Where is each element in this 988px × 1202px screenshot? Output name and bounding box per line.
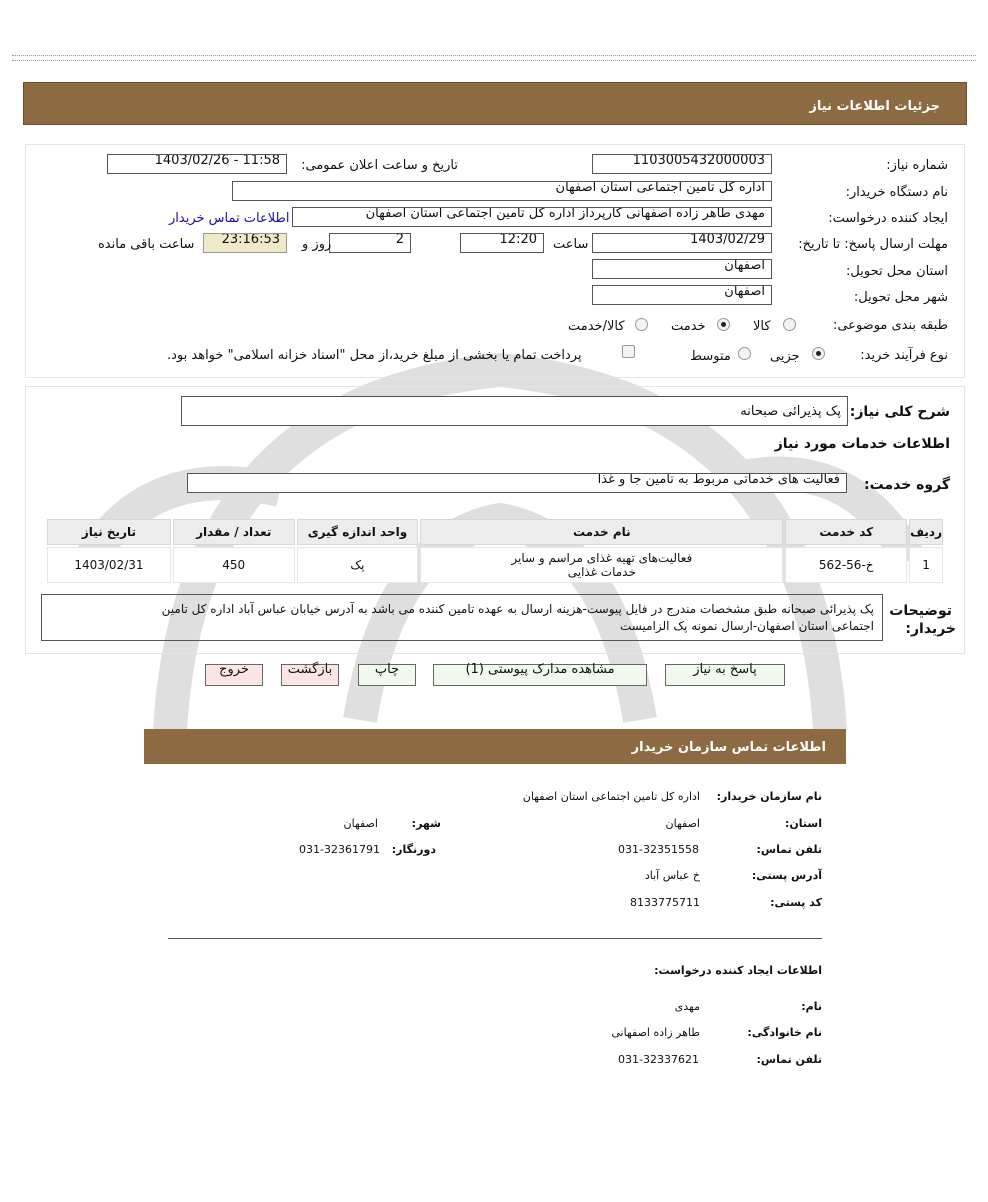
attachments-button[interactable]: مشاهده مدارک پیوستی (1) [433,664,647,686]
col-name-header: نام خدمت [420,519,783,545]
need-number-label: شماره نیاز: [886,158,948,173]
service-unit: پک [297,547,419,583]
col-date-header: تاریخ نیاز [47,519,171,545]
back-button[interactable]: بازگشت [281,664,339,686]
remaining-label: ساعت باقی مانده [98,237,195,252]
remaining-timer: 23:16:53 [203,233,287,253]
contact-province-label: استان: [785,817,822,830]
process-radio-medium[interactable] [738,347,751,360]
category-radio-goods-service[interactable] [635,318,648,331]
category-option-service: خدمت [671,319,706,334]
need-info-panel [25,144,965,378]
days-label: روز و [302,237,332,252]
process-option-medium: متوسط [690,349,731,364]
creator-name-value: مهدی [674,1000,700,1013]
contact-title: اطلاعات تماس سازمان خریدار [631,740,826,755]
category-option-goods: کالا [753,319,771,334]
page-title: جزئیات اطلاعات نیاز [809,99,940,114]
buyer-notes-box [41,594,883,641]
fax-value: 031-32361791 [299,843,380,856]
desc-label: شرح کلی نیاز: [849,404,950,420]
top-separator [12,55,976,61]
row-number: 1 [909,547,943,583]
group-label: گروه خدمت: [864,477,950,493]
col-code-header: کد خدمت [785,519,907,545]
notes-label-line1: توضیحات [889,603,952,619]
service-qty: 450 [173,547,295,583]
deadline-date-field: 1403/02/29 [592,233,772,253]
need-number-field: 1103005432000003 [592,154,772,174]
org-label: نام سازمان خریدار: [716,790,822,803]
deadline-time-field: 12:20 [460,233,544,253]
print-button[interactable]: چاپ [358,664,416,686]
contact-divider [168,938,822,939]
requester-field: مهدی طاهر زاده اصفهانی کارپرداز اداره کل تامین اجتماعی استان اصفهان [292,207,772,227]
contact-city-label: شهر: [411,817,441,830]
postal-label: کد پستی: [770,896,822,909]
creator-name-label: نام: [801,1000,822,1013]
process-label: نوع فرآیند خرید: [860,348,948,363]
buyer-org-label: نام دستگاه خریدار: [845,185,948,200]
city-label: شهر محل تحویل: [853,290,948,305]
table-row [47,547,943,583]
creator-family-value: طاهر زاده اصفهانی [611,1026,700,1039]
phone-value: 031-32351558 [618,843,699,856]
service-date: 1403/02/31 [47,547,171,583]
category-label: طبقه بندی موضوعی: [832,318,948,333]
creator-phone-label: تلفن تماس: [756,1053,822,1066]
announce-field: 1403/02/26 - 11:58 [107,154,287,174]
notes-label-line2: خریدار: [905,621,956,637]
org-value: اداره کل تامین اجتماعی استان اصفهان [522,790,700,803]
creator-phone-value: 031-32337621 [618,1053,699,1066]
category-option-goods-service: کالا/خدمت [568,319,625,334]
requester-label: ایجاد کننده درخواست: [828,211,948,226]
buyer-contact-link[interactable]: اطلاعات تماس خریدار [169,211,290,226]
col-unit-header: واحد اندازه گیری [297,519,419,545]
services-heading: اطلاعات خدمات مورد نیاز [774,436,950,452]
address-label: آدرس پستی: [751,869,822,882]
notes-text-line2: اجتماعی استان اصفهان-ارسال نمونه پک الزامیست [620,619,874,633]
contact-header [144,729,846,764]
province-label: استان محل تحویل: [846,264,948,279]
address-value: خ عباس آباد [644,869,700,882]
province-field: اصفهان [592,259,772,279]
table-header-row [47,519,943,545]
services-table [45,517,945,585]
postal-value: 8133775711 [630,896,700,909]
col-qty-header: تعداد / مقدار [173,519,295,545]
phone-label: تلفن تماس: [756,843,822,856]
creator-title: اطلاعات ایجاد کننده درخواست: [654,964,822,977]
details-header [23,82,967,125]
service-name-line1: فعالیت‌های تهیه غذای مراسم و سایر [511,551,693,565]
payment-note: پرداخت تمام یا بخشی از مبلغ خرید،از محل "اسناد خزانه اسلامی" خواهد بود. [167,348,582,363]
deadline-label: مهلت ارسال پاسخ: تا تاریخ: [798,237,948,252]
buyer-org-field: اداره کل تامین اجتماعی استان اصفهان [232,181,772,201]
desc-field: پک پذیرائی صبحانه [181,396,848,426]
announce-label: تاریخ و ساعت اعلان عمومی: [301,158,458,173]
creator-family-label: نام خانوادگی: [747,1026,822,1039]
contact-province-value: اصفهان [665,817,700,830]
category-radio-service[interactable] [717,318,730,331]
fax-label: دورنگار: [391,843,436,856]
contact-city-value: اصفهان [343,817,378,830]
reply-button[interactable]: پاسخ به نیاز [665,664,785,686]
treasury-checkbox[interactable] [622,345,635,358]
process-radio-minor[interactable] [812,347,825,360]
days-field: 2 [329,233,411,253]
city-field: اصفهان [592,285,772,305]
exit-button[interactable]: خروج [205,664,263,686]
time-label: ساعت [553,237,589,252]
notes-text-line1: پک پذیرائی صبحانه طبق مشخصات مندرج در فایل پیوست-هزینه ارسال به عهده تامین کننده می باشد به آدرس خیابان عباس آباد اداره کل تامین [161,602,874,616]
col-row-header: ردیف [909,519,943,545]
category-radio-goods[interactable] [783,318,796,331]
service-code: خ-56-562 [785,547,907,583]
process-option-minor: جزیی [770,349,800,364]
group-field: فعالیت های خدماتی مربوط به تامین جا و غذا [187,473,847,493]
service-name-line2: خدمات غذایی [567,565,636,579]
service-name [420,547,783,583]
